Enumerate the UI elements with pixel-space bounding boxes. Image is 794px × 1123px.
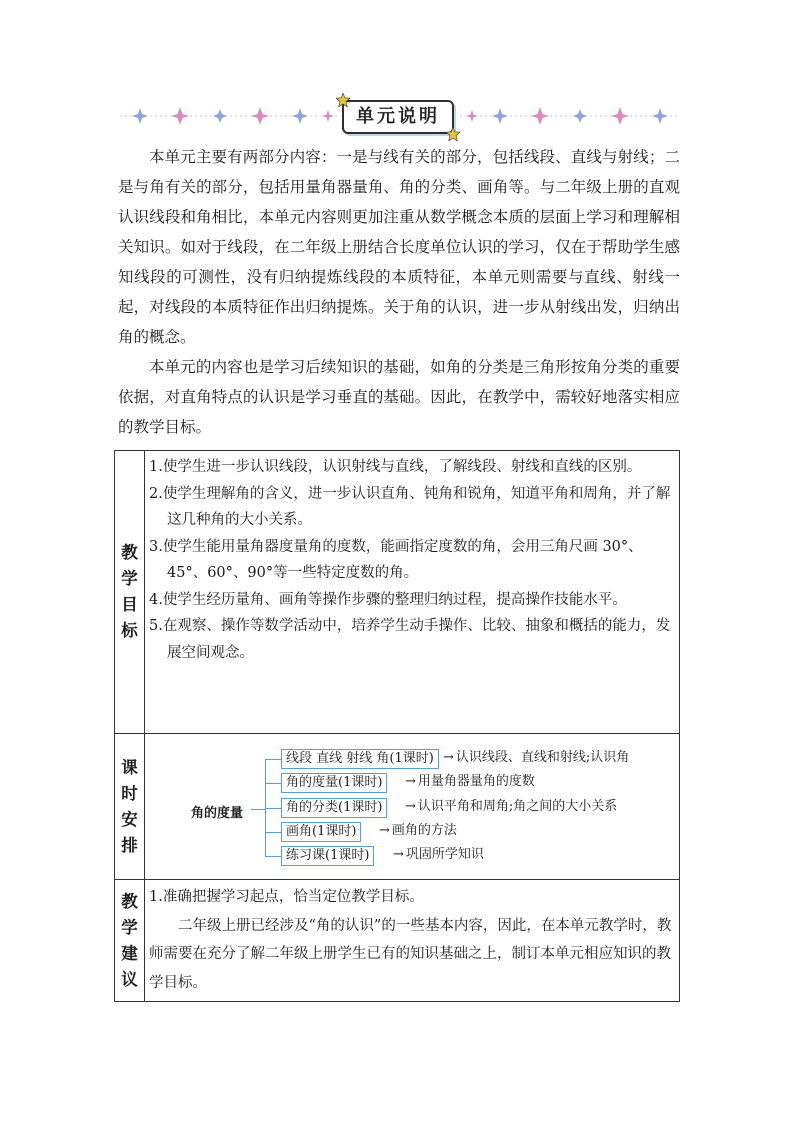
lesson-box: 线段 直线 射线 角(1课时) <box>281 749 439 769</box>
unit-title: 单元说明 <box>356 106 440 127</box>
tree-connector <box>265 783 281 784</box>
lesson-box: 练习课(1课时) <box>281 846 374 866</box>
teaching-goals-content <box>149 454 675 666</box>
goal-item: 4.使学生经历量角、画角等操作步骤的整理归纳过程，提高操作技能水平。 <box>149 591 627 608</box>
sparkle-decoration-left <box>120 104 340 128</box>
teaching-goals-row <box>115 451 679 733</box>
goal-item: 2.使学生理解角的含义，进一步认识直角、钝角和锐角，知道平角和周角，并了解这几种角的大小关系。 <box>149 485 671 528</box>
unit-header <box>120 96 680 136</box>
unit-table <box>114 450 680 1002</box>
teaching-goals-label: 教 学 目 标 <box>115 451 145 733</box>
unit-intro <box>118 142 680 442</box>
teaching-advice-label: 教 学 建 议 <box>115 880 145 1001</box>
advice-point: 1.准确把握学习起点，恰当定位教学目标。 <box>149 889 424 905</box>
intro-paragraph: 本单元的内容也是学习后续知识的基础，如角的分类是三角形按角分类的重要依据，对直角特点的认识是学习垂直的基础。因此，在教学中，需较好地落实相应的教学目标。 <box>118 358 680 436</box>
intro-paragraph: 本单元主要有两部分内容：一是与线有关的部分，包括线段、直线与射线；二是与角有关的部分，包括用量角器量角、角的分类、画角等。与二年级上册的直观认识线段和角相比，本单元内容则更加注重从数学概念本质的层面上学习和理解相关知识。如对于线段，在二年级上册结合长度单位认识的学习，仅在于帮助学生感知线段的可测性，没有归纳提炼线段的本质特征，本单元则需要与直线、射线一起，对线段的本质特征作出归纳提炼。关于角的认识，进一步从射线出发，归纳出角的概念。 <box>118 148 680 346</box>
schedule-label: 课 时 安 排 <box>115 734 145 879</box>
star-icon <box>336 93 350 107</box>
tree-connector <box>265 832 281 833</box>
title-box <box>342 100 454 134</box>
teaching-advice-row <box>115 879 679 1001</box>
tree-connector <box>251 809 265 810</box>
tree-connector <box>265 856 281 857</box>
sparkle-decoration-right <box>460 104 680 128</box>
teaching-advice-content <box>149 883 675 997</box>
lesson-description: → 画角的方法 <box>379 823 457 838</box>
lesson-box: 角的分类(1课时) <box>281 798 387 818</box>
tree-connector <box>265 808 281 809</box>
lesson-box: 角的度量(1课时) <box>281 773 387 793</box>
lesson-description: → 认识线段、直线和射线;认识角 <box>443 750 630 765</box>
lesson-box: 画角(1课时) <box>281 822 361 842</box>
lesson-description: → 巩固所学知识 <box>393 847 484 862</box>
goal-item: 1.使学生进一步认识线段，认识射线与直线，了解线段、射线和直线的区别。 <box>149 459 642 475</box>
goal-item-continued: 45°、60°、90°等一些特定度数的角。 <box>167 565 419 581</box>
goal-item: 5.在观察、操作等数学活动中，培养学生动手操作、比较、抽象和概括的能力，发展空间观念。 <box>149 618 671 661</box>
schedule-diagram <box>149 734 675 880</box>
goal-item: 3.使学生能用量角器度量角的度数，能画指定度数的角，会用三角尺画 30°、 <box>149 538 643 555</box>
star-icon <box>446 127 460 141</box>
advice-text: 二年级上册已经涉及“角的认识”的一些基本内容，因此，在本单元教学时，教师需要在充分了解二年级上册学生已有的知识基础之上，制订本单元相应知识的教学目标。 <box>149 917 672 991</box>
lesson-description: → 认识平角和周角;角之间的大小关系 <box>405 799 618 814</box>
lesson-description: → 用量角器量角的度数 <box>405 774 535 789</box>
tree-connector <box>265 759 281 760</box>
schedule-row <box>115 733 679 879</box>
schedule-root: 角的度量 <box>191 806 244 821</box>
